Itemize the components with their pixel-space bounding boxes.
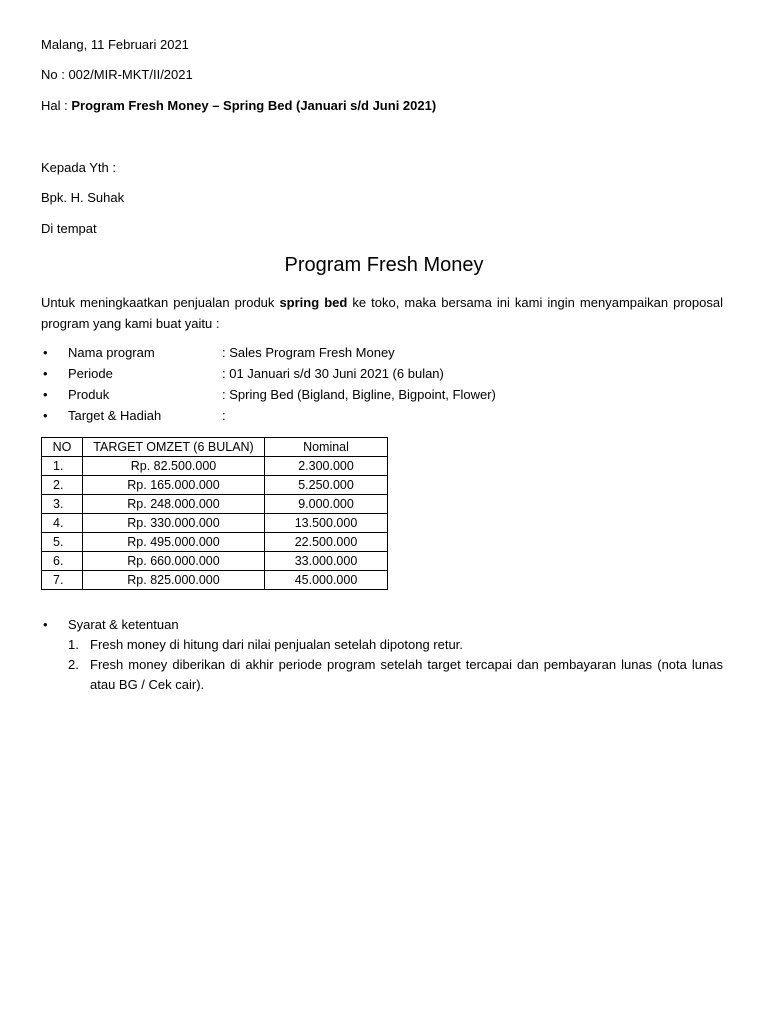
- header-no: NO: [42, 438, 83, 457]
- letter-number: No : 002/MIR-MKT/II/2021: [41, 67, 193, 82]
- document-title: Program Fresh Money: [284, 254, 484, 276]
- cell-target: Rp. 248.000.000: [83, 495, 265, 514]
- cell-nominal: 22.500.000: [265, 533, 388, 552]
- detail-label: Target & Hadiah: [68, 408, 162, 423]
- cell-nominal: 2.300.000: [265, 457, 388, 476]
- table-row: [42, 571, 388, 590]
- cell-nominal: 33.000.000: [265, 552, 388, 571]
- subject-label: Hal :: [41, 98, 72, 113]
- list-item: [41, 655, 723, 695]
- intro-paragraph: [41, 292, 723, 334]
- cell-target: Rp. 82.500.000: [83, 457, 265, 476]
- table-row: [42, 552, 388, 571]
- detail-value: :: [222, 408, 226, 423]
- target-table: [41, 437, 388, 590]
- intro-text-before: Untuk meningkaatkan penjualan produk: [41, 295, 280, 310]
- detail-value: : Spring Bed (Bigland, Bigline, Bigpoint, Flower): [222, 387, 496, 402]
- cell-no: 6.: [42, 552, 83, 571]
- cell-no: 2.: [42, 476, 83, 495]
- cell-target: Rp. 165.000.000: [83, 476, 265, 495]
- bullet-icon: •: [43, 617, 48, 632]
- cell-nominal: 45.000.000: [265, 571, 388, 590]
- table-row: [42, 457, 388, 476]
- cell-no: 3.: [42, 495, 83, 514]
- detail-label: Produk: [68, 387, 110, 402]
- cell-target: Rp. 660.000.000: [83, 552, 265, 571]
- cell-nominal: 13.500.000: [265, 514, 388, 533]
- header-target: TARGET OMZET (6 BULAN): [83, 438, 265, 457]
- header-nominal: Nominal: [265, 438, 388, 457]
- recipient-name: Bpk. H. Suhak: [41, 190, 125, 205]
- cell-nominal: 9.000.000: [265, 495, 388, 514]
- cell-no: 7.: [42, 571, 83, 590]
- cell-target: Rp. 330.000.000: [83, 514, 265, 533]
- table-row: [42, 514, 388, 533]
- detail-value: : Sales Program Fresh Money: [222, 345, 395, 360]
- term-text: Fresh money diberikan di akhir periode program setelah target tercapai dan pembayaran lunas (nota lunas atau BG / Cek cair).: [90, 657, 723, 692]
- term-number: 1.: [68, 637, 79, 652]
- subject-text: Program Fresh Money – Spring Bed (Januari s/d Juni 2021): [71, 98, 437, 113]
- recipient-place: Di tempat: [41, 221, 97, 236]
- detail-value: : 01 Januari s/d 30 Juni 2021 (6 bulan): [222, 366, 444, 381]
- table-header-row: [42, 438, 388, 457]
- bullet-icon: •: [43, 387, 48, 402]
- bullet-icon: •: [43, 366, 48, 381]
- terms-list: [41, 635, 723, 695]
- letter-date: Malang, 11 Februari 2021: [41, 37, 189, 52]
- term-number: 2.: [68, 657, 79, 672]
- bullet-icon: •: [43, 345, 48, 360]
- terms-heading-row: [41, 615, 723, 635]
- terms-section: [41, 615, 723, 695]
- intro-text-after: ke toko, maka bersama ini kami ingin menyampaikan proposal program yang kami buat yaitu :: [41, 295, 723, 331]
- list-item: [41, 635, 723, 655]
- cell-no: 1.: [42, 457, 83, 476]
- terms-heading: Syarat & ketentuan: [68, 617, 179, 632]
- detail-label: Periode: [68, 366, 113, 381]
- cell-target: Rp. 495.000.000: [83, 533, 265, 552]
- table-row: [42, 476, 388, 495]
- bullet-icon: •: [43, 408, 48, 423]
- letter-subject: [41, 97, 436, 115]
- term-text: Fresh money di hitung dari nilai penjualan setelah dipotong retur.: [90, 637, 463, 652]
- recipient-greeting: Kepada Yth :: [41, 160, 116, 175]
- cell-no: 4.: [42, 514, 83, 533]
- cell-target: Rp. 825.000.000: [83, 571, 265, 590]
- detail-label: Nama program: [68, 345, 155, 360]
- intro-product: spring bed: [279, 295, 348, 310]
- cell-nominal: 5.250.000: [265, 476, 388, 495]
- table-row: [42, 495, 388, 514]
- table-row: [42, 533, 388, 552]
- cell-no: 5.: [42, 533, 83, 552]
